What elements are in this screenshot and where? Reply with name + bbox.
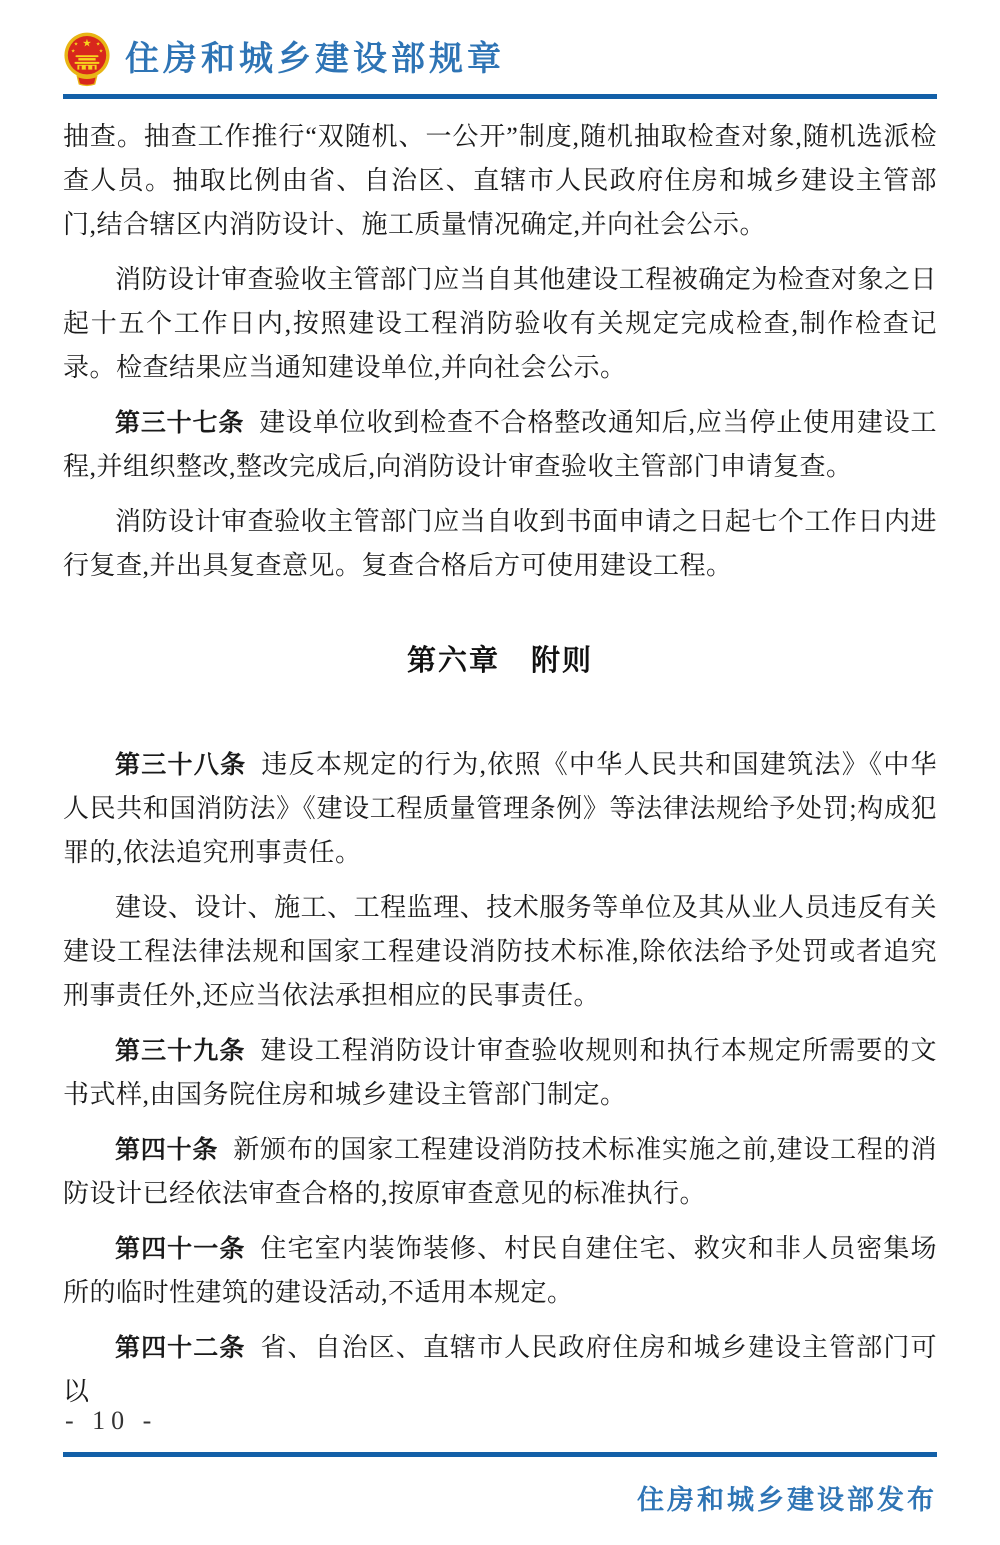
paragraph-text: 新颁布的国家工程建设消防技术标准实施之前,建设工程的消防设计已经依法审查合格的,按原审查意见的标准执行。: [63, 1135, 937, 1208]
svg-text:★: ★: [95, 42, 101, 48]
article-number: 第四十条: [115, 1136, 219, 1164]
paragraph: [63, 401, 937, 489]
paragraph: [63, 1128, 937, 1216]
page-header: [63, 0, 937, 99]
paragraph-text: 抽查。抽查工作推行“双随机、一公开”制度,随机抽取检查对象,随机选派检查人员。抽取比例由省、自治区、直辖市人民政府住房和城乡建设主管部门,结合辖区内消防设计、施工质量情况确定,并向社会公示。: [63, 122, 937, 239]
chapter-heading: 第六章 附则: [406, 645, 593, 677]
paragraph-text: 消防设计审查验收主管部门应当自收到书面申请之日起七个工作日内进行复查,并出具复查意见。复查合格后方可使用建设工程。: [63, 507, 937, 580]
svg-text:★: ★: [82, 38, 92, 50]
paragraph-text: 违反本规定的行为,依照《中华人民共和国建筑法》《中华人民共和国消防法》《建设工程质量管理条例》等法律法规给予处罚;构成犯罪的,依法追究刑事责任。: [63, 750, 937, 867]
article-number: 第三十八条: [115, 751, 247, 779]
svg-text:★: ★: [73, 42, 79, 48]
page-number: - 10 -: [65, 1406, 158, 1435]
paragraph-text: 住宅室内装饰装修、村民自建住宅、救灾和非人员密集场所的临时性建筑的建设活动,不适用本规定。: [63, 1234, 937, 1307]
article-number: 第四十一条: [115, 1235, 246, 1263]
paragraph: [63, 886, 937, 1018]
paragraph-text: 省、自治区、直辖市人民政府住房和城乡建设主管部门可以: [63, 1333, 937, 1406]
svg-text:★: ★: [98, 49, 104, 55]
article-number: 第四十二条: [115, 1334, 246, 1362]
paragraph-text: 建设工程消防设计审查验收规则和执行本规定所需要的文书式样,由国务院住房和城乡建设主管部门制定。: [63, 1036, 937, 1109]
paragraph: [63, 743, 937, 875]
paragraph: [63, 1029, 937, 1117]
china-national-emblem-icon: [63, 32, 111, 88]
paragraph: [63, 1326, 937, 1414]
paragraph: [63, 1227, 937, 1315]
article-number: 第三十九条: [115, 1037, 246, 1065]
article-number: 第三十七条: [115, 409, 245, 437]
publisher-label: 住房和城乡建设部发布: [637, 1485, 937, 1515]
paragraph-text: 建设单位收到检查不合格整改通知后,应当停止使用建设工程,并组织整改,整改完成后,向消防设计审查验收主管部门申请复查。: [63, 408, 937, 481]
paragraph: [63, 258, 937, 390]
footer-divider: [63, 1452, 937, 1457]
paragraph: [63, 115, 937, 247]
paragraph-text: 消防设计审查验收主管部门应当自其他建设工程被确定为检查对象之日起十五个工作日内,按照建设工程消防验收有关规定完成检查,制作检查记录。检查结果应当通知建设单位,并向社会公示。: [63, 265, 937, 382]
document-body: [63, 101, 937, 1425]
svg-text:★: ★: [70, 49, 76, 55]
document-category-title: 住房和城乡建设部规章: [125, 40, 505, 78]
paragraph: [63, 500, 937, 588]
paragraph-text: 建设、设计、施工、工程监理、技术服务等单位及其从业人员违反有关建设工程法律法规和国家工程建设消防技术标准,除依法给予处罚或者追究刑事责任外,还应当依法承担相应的民事责任。: [63, 893, 937, 1010]
